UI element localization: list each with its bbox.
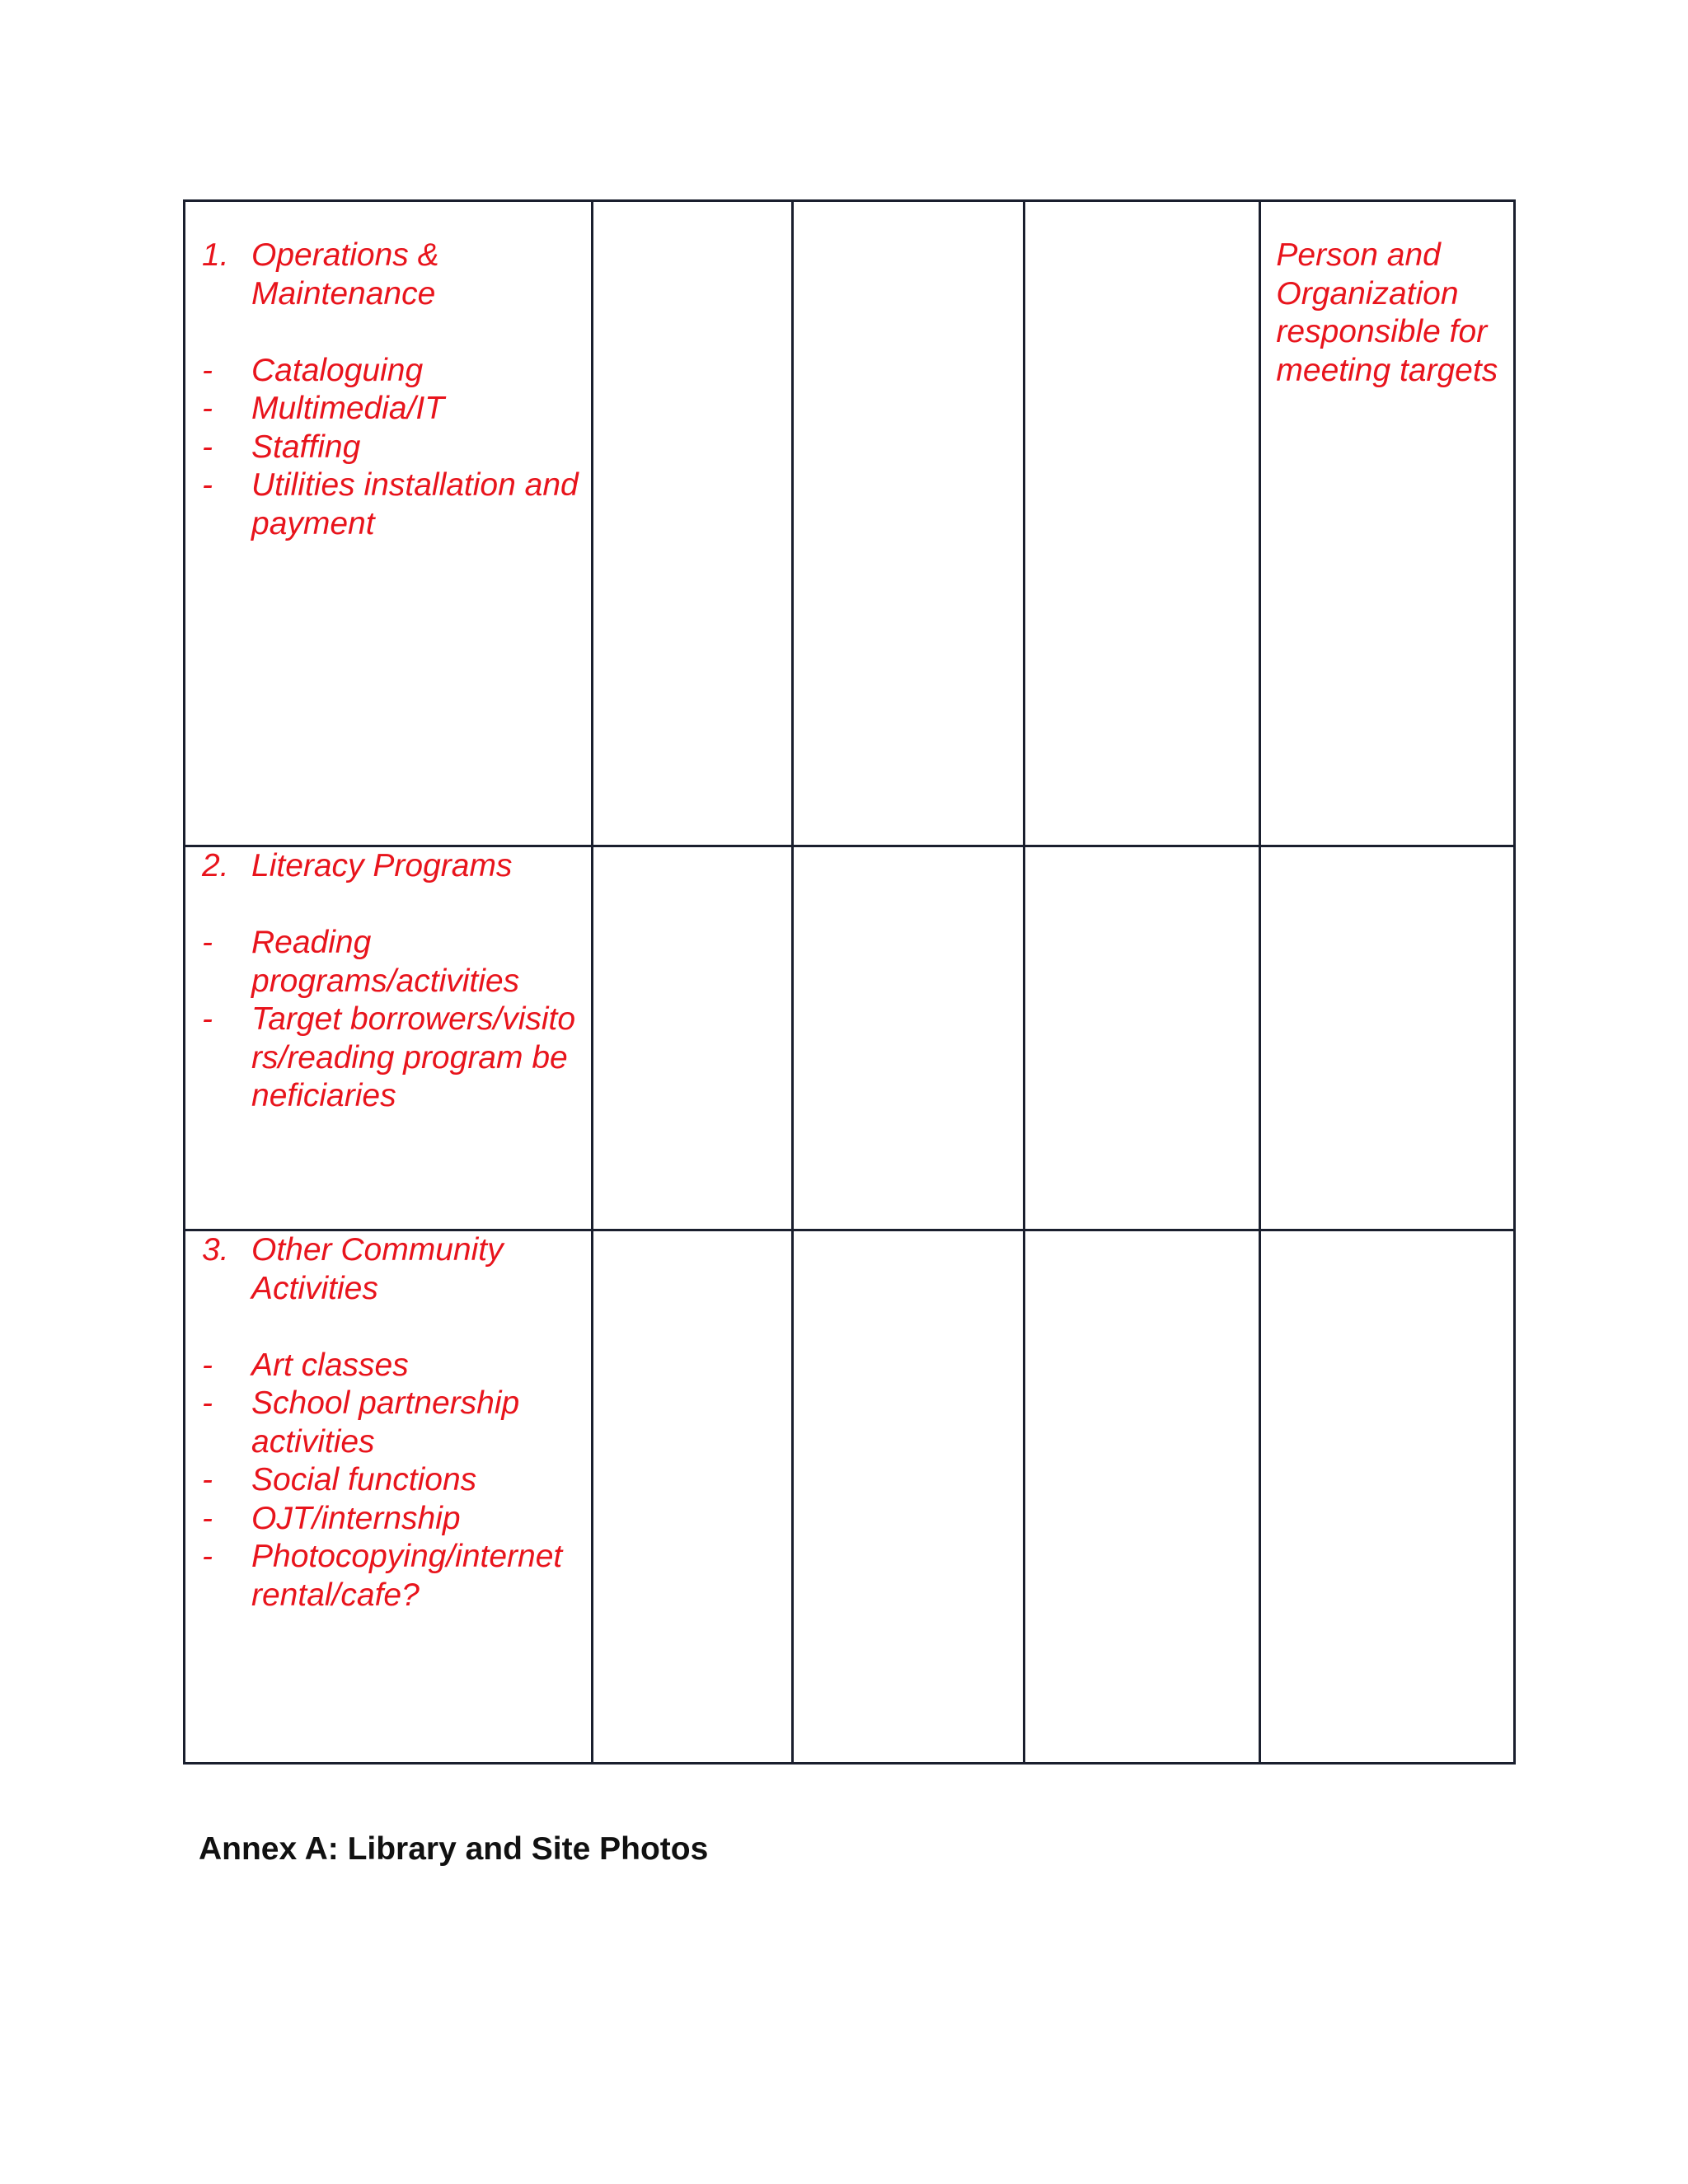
empty-cell bbox=[592, 201, 792, 846]
table-row bbox=[185, 846, 1515, 1230]
bullet-marker: - bbox=[202, 352, 213, 388]
list-item bbox=[202, 1385, 591, 1461]
list-item bbox=[202, 924, 591, 1001]
responsible-cell bbox=[1260, 201, 1515, 846]
responsible-text: Person and Organization responsible for meeting targets bbox=[1276, 237, 1498, 388]
list-item bbox=[202, 1347, 591, 1385]
bullet-marker: - bbox=[202, 1500, 213, 1536]
activity-plan-table bbox=[183, 199, 1516, 1765]
bullet-marker: - bbox=[202, 1385, 213, 1421]
activity-number: 1. bbox=[202, 237, 229, 273]
activity-cell bbox=[185, 846, 593, 1230]
list-item bbox=[202, 1461, 591, 1500]
list-item-text: Multimedia/IT bbox=[251, 391, 445, 426]
empty-cell bbox=[793, 201, 1025, 846]
bullet-marker: - bbox=[202, 1539, 213, 1574]
list-item bbox=[202, 429, 591, 467]
bullet-marker: - bbox=[202, 429, 213, 465]
table-row bbox=[185, 1230, 1515, 1764]
empty-cell bbox=[592, 1230, 792, 1764]
list-item-text: Reading programs/activities bbox=[251, 925, 520, 999]
activity-cell bbox=[185, 201, 593, 846]
list-item bbox=[202, 390, 591, 429]
list-item bbox=[202, 1500, 591, 1539]
activity-heading-text: Literacy Programs bbox=[251, 848, 513, 883]
list-item-text: Utilities installation and payment bbox=[251, 467, 579, 541]
bullet-marker: - bbox=[202, 1462, 213, 1497]
list-item-text: Social functions bbox=[251, 1462, 477, 1497]
bullet-marker: - bbox=[202, 1347, 213, 1383]
activity-cell bbox=[185, 1230, 593, 1764]
annex-title: Annex A: Library and Site Photos bbox=[199, 1831, 709, 1867]
bullet-marker: - bbox=[202, 1001, 213, 1037]
list-item-text: Staffing bbox=[251, 429, 361, 465]
empty-cell bbox=[1024, 846, 1260, 1230]
empty-cell bbox=[1024, 201, 1260, 846]
empty-cell bbox=[1260, 1230, 1515, 1764]
list-item bbox=[202, 352, 591, 391]
list-item bbox=[202, 466, 591, 543]
bullet-marker: - bbox=[202, 391, 213, 426]
activity-heading-text: Operations & Maintenance bbox=[251, 237, 439, 312]
list-item-text: OJT/internship bbox=[251, 1500, 461, 1536]
activity-heading bbox=[202, 237, 591, 313]
empty-cell bbox=[793, 1230, 1025, 1764]
activity-heading bbox=[202, 1231, 591, 1308]
empty-cell bbox=[592, 846, 792, 1230]
list-item bbox=[202, 1001, 591, 1116]
list-item-text: Art classes bbox=[251, 1347, 409, 1383]
empty-cell bbox=[1024, 1230, 1260, 1764]
empty-cell bbox=[793, 846, 1025, 1230]
list-item-text: School partnership activities bbox=[251, 1385, 520, 1460]
bullet-marker: - bbox=[202, 467, 213, 503]
bullet-marker: - bbox=[202, 925, 213, 960]
empty-cell bbox=[1260, 846, 1515, 1230]
activity-heading bbox=[202, 847, 591, 886]
activity-heading-text: Other Community Activities bbox=[251, 1232, 504, 1306]
list-item-text: Photocopying/internet rental/cafe? bbox=[251, 1539, 563, 1613]
activity-number: 3. bbox=[202, 1232, 229, 1268]
list-item bbox=[202, 1538, 591, 1615]
list-item-text: Target borrowers/visitors/reading program beneficiaries bbox=[251, 1001, 576, 1113]
list-item-text: Cataloguing bbox=[251, 352, 424, 388]
table-row bbox=[185, 201, 1515, 846]
activity-number: 2. bbox=[202, 848, 229, 883]
